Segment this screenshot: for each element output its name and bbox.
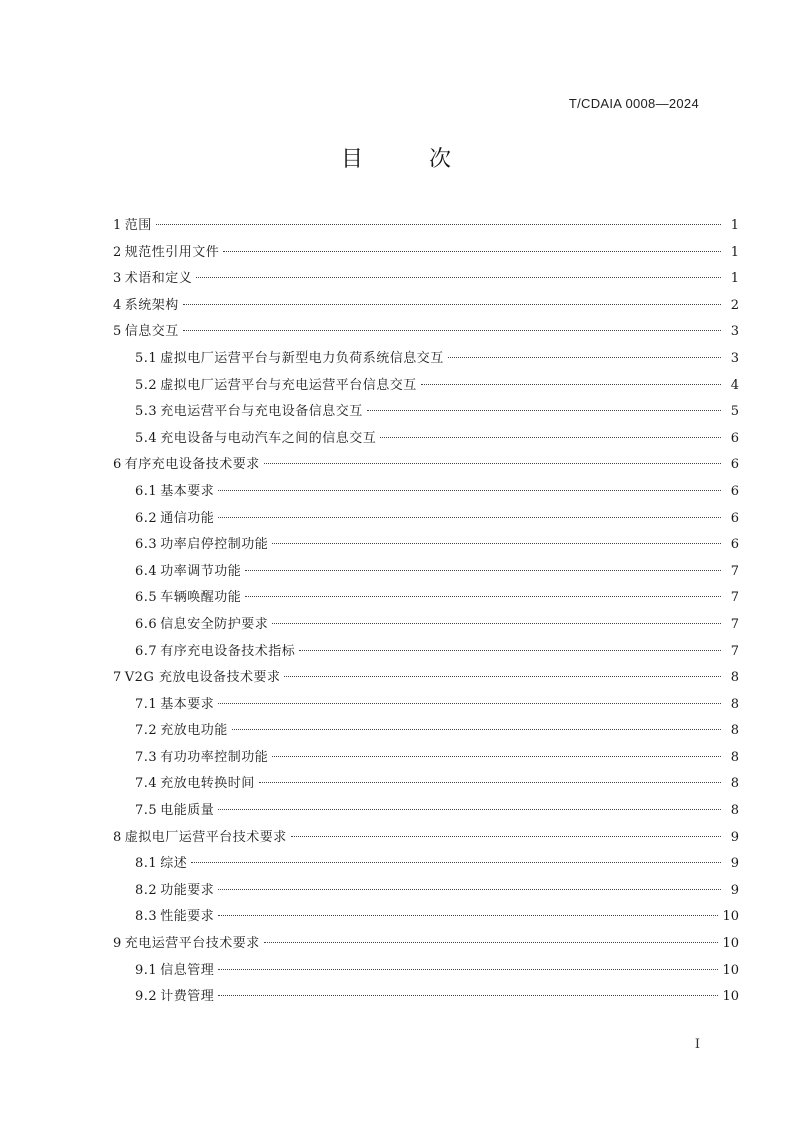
toc-entry-label [113, 825, 287, 852]
toc-entry[interactable] [113, 692, 739, 719]
toc-section-title: 基本要求 [160, 483, 215, 499]
toc-dot-leader [218, 703, 721, 704]
toc-dot-leader [264, 463, 721, 464]
toc-dot-leader [367, 410, 721, 411]
toc-entry-label [135, 585, 241, 612]
toc-dot-leader [245, 596, 721, 597]
toc-entry[interactable] [113, 293, 739, 320]
toc-entry[interactable] [113, 851, 739, 878]
toc-entry-label [135, 878, 214, 905]
toc-entry-label [113, 293, 179, 320]
toc-entry-label [135, 798, 214, 825]
toc-page-number: 8 [730, 803, 739, 819]
toc-page-number: 7 [730, 643, 739, 659]
toc-dot-leader [183, 304, 721, 305]
toc-entry-label [135, 559, 241, 586]
toc-section-title: 功能要求 [160, 882, 215, 898]
toc-entry[interactable] [113, 426, 739, 453]
toc-entry[interactable] [113, 373, 739, 400]
toc-dot-leader [284, 676, 721, 677]
toc-entry-label [135, 718, 228, 745]
toc-dot-leader [191, 862, 721, 863]
table-of-contents [113, 213, 739, 1011]
toc-entry[interactable] [113, 718, 739, 745]
toc-page-number: 8 [730, 670, 739, 686]
toc-dot-leader [421, 384, 721, 385]
toc-section-title: 虚拟电厂运营平台与新型电力负荷系统信息交互 [160, 350, 444, 366]
toc-section-number: 5.1 [135, 350, 158, 366]
toc-page-number: 8 [730, 723, 739, 739]
toc-section-number: 6 [113, 457, 122, 473]
toc-page-number: 6 [730, 457, 739, 473]
toc-section-number: 7.2 [135, 723, 158, 739]
toc-section-title: 充电运营平台技术要求 [124, 936, 260, 952]
toc-section-number: 3 [113, 271, 122, 287]
toc-page-number: 1 [730, 271, 739, 287]
toc-section-title: 充电设备与电动汽车之间的信息交互 [160, 430, 377, 446]
toc-entry[interactable] [113, 585, 739, 612]
toc-page-number: 1 [730, 218, 739, 233]
toc-entry-label [135, 506, 214, 533]
toc-entry[interactable] [113, 452, 739, 479]
toc-entry-label [135, 639, 295, 666]
toc-entry-label [135, 426, 376, 453]
toc-entry-label [135, 904, 214, 931]
toc-page-number: 7 [730, 616, 739, 632]
page-number: I [694, 1037, 700, 1052]
toc-entry[interactable] [113, 479, 739, 506]
toc-entry[interactable] [113, 665, 739, 692]
toc-entry[interactable] [113, 771, 739, 798]
toc-section-title: 通信功能 [160, 510, 215, 526]
toc-page-number: 8 [730, 696, 739, 712]
toc-dot-leader [223, 251, 721, 252]
toc-dot-leader [264, 942, 719, 943]
toc-section-title: 功率启停控制功能 [160, 537, 269, 553]
toc-section-title: 虚拟电厂运营平台与充电运营平台信息交互 [160, 377, 417, 393]
toc-page-number: 3 [730, 324, 739, 340]
toc-dot-leader [218, 809, 721, 810]
toc-dot-leader [272, 623, 721, 624]
toc-page-number: 8 [730, 776, 739, 792]
toc-section-title: 充放电转换时间 [160, 776, 255, 792]
toc-dot-leader [218, 995, 718, 996]
toc-entry[interactable] [113, 639, 739, 666]
toc-dot-leader [218, 915, 718, 916]
toc-section-number: 7.3 [135, 749, 158, 765]
toc-entry[interactable] [113, 825, 739, 852]
toc-section-title: 功率调节功能 [160, 563, 242, 579]
toc-page-number: 3 [730, 350, 739, 366]
toc-entry-label [113, 213, 152, 240]
toc-section-number: 8.3 [135, 909, 158, 925]
toc-dot-leader [245, 570, 721, 571]
document-code: T/CDAIA 0008—2024 [568, 96, 699, 111]
toc-entry-label [113, 452, 260, 479]
toc-dot-leader [196, 277, 721, 278]
toc-section-number: 5.3 [135, 404, 158, 420]
toc-entry[interactable] [113, 319, 739, 346]
toc-entry[interactable] [113, 958, 739, 985]
toc-section-title: 规范性引用文件 [124, 244, 220, 260]
toc-section-number: 9 [113, 936, 122, 952]
toc-section-number: 7.4 [135, 776, 158, 792]
toc-entry-label [135, 479, 214, 506]
toc-section-number: 9.1 [135, 962, 158, 978]
toc-entry-label [113, 665, 280, 692]
toc-entry[interactable] [113, 559, 739, 586]
toc-entry[interactable] [113, 904, 739, 931]
toc-entry[interactable] [113, 878, 739, 905]
toc-section-number: 9.2 [135, 989, 158, 1005]
toc-section-title: 计费管理 [160, 989, 215, 1005]
toc-dot-leader [218, 490, 721, 491]
toc-entry[interactable] [113, 745, 739, 772]
toc-page-number: 8 [730, 749, 739, 765]
toc-entry[interactable] [113, 266, 739, 293]
toc-section-title: 性能要求 [160, 909, 215, 925]
toc-section-number: 5.4 [135, 430, 158, 446]
toc-section-number: 7 [113, 670, 122, 686]
toc-page-number: 6 [730, 483, 739, 499]
toc-section-title: 信息管理 [160, 962, 215, 978]
toc-section-number: 6.3 [135, 537, 158, 553]
toc-section-title: 术语和定义 [124, 271, 193, 287]
toc-section-number: 6.1 [135, 483, 158, 499]
toc-dot-leader [218, 889, 721, 890]
toc-dot-leader [291, 836, 721, 837]
toc-entry[interactable] [113, 240, 739, 267]
page-title: 目 次 [340, 147, 473, 172]
toc-section-title: 信息安全防护要求 [160, 616, 269, 632]
toc-page-number: 2 [730, 297, 739, 313]
toc-dot-leader [156, 224, 721, 225]
toc-section-number: 6.2 [135, 510, 158, 526]
toc-section-number: 8.1 [135, 856, 158, 872]
toc-entry[interactable] [113, 399, 739, 426]
toc-entry-label [135, 612, 268, 639]
toc-entry-label [135, 373, 417, 400]
toc-section-title: 信息交互 [124, 324, 179, 340]
toc-page-number: 4 [730, 377, 739, 393]
toc-page-number: 7 [730, 590, 739, 606]
toc-page-number: 9 [730, 882, 739, 898]
toc-dot-leader [232, 729, 721, 730]
toc-section-number: 8.2 [135, 882, 158, 898]
toc-entry-label [135, 399, 363, 426]
toc-section-title: 车辆唤醒功能 [160, 590, 242, 606]
toc-page-number: 10 [722, 909, 739, 925]
toc-section-title: 充电运营平台与充电设备信息交互 [160, 404, 363, 420]
toc-entry[interactable] [113, 984, 739, 1011]
toc-dot-leader [272, 756, 721, 757]
toc-entry-label [113, 240, 219, 267]
toc-section-number: 6.6 [135, 616, 158, 632]
toc-page-number: 6 [730, 537, 739, 553]
toc-dot-leader [380, 437, 721, 438]
toc-section-title: 范围 [124, 218, 152, 233]
toc-dot-leader [183, 330, 721, 331]
toc-section-number: 2 [113, 244, 122, 260]
toc-section-number: 8 [113, 829, 122, 845]
toc-section-number: 1 [113, 218, 122, 233]
toc-entry-label [113, 266, 192, 293]
toc-page-number: 9 [730, 829, 739, 845]
toc-entry[interactable] [113, 798, 739, 825]
toc-section-title: 有功功率控制功能 [160, 749, 269, 765]
toc-entry[interactable] [113, 532, 739, 559]
toc-section-title: 基本要求 [160, 696, 215, 712]
toc-section-title: 充放电功能 [160, 723, 228, 739]
toc-entry[interactable] [113, 213, 739, 240]
toc-section-title: 综述 [160, 856, 188, 872]
toc-page-number: 6 [730, 510, 739, 526]
toc-section-title: 电能质量 [160, 803, 215, 819]
toc-section-number: 4 [113, 297, 122, 313]
toc-dot-leader [218, 517, 721, 518]
toc-section-title: V2G 充放电设备技术要求 [124, 670, 281, 686]
toc-entry[interactable] [113, 931, 739, 958]
toc-section-number: 7.1 [135, 696, 158, 712]
toc-page-number: 7 [730, 563, 739, 579]
toc-section-number: 6.5 [135, 590, 158, 606]
toc-entry-label [113, 931, 260, 958]
toc-page-number: 5 [730, 404, 739, 420]
toc-entry-label [135, 532, 268, 559]
toc-entry[interactable] [113, 346, 739, 373]
toc-dot-leader [218, 969, 718, 970]
toc-entry-label [135, 692, 214, 719]
toc-section-number: 6.4 [135, 563, 158, 579]
toc-entry[interactable] [113, 506, 739, 533]
toc-page-number: 10 [722, 936, 739, 952]
toc-section-title: 虚拟电厂运营平台技术要求 [124, 829, 287, 845]
toc-section-number: 5 [113, 324, 122, 340]
toc-section-title: 系统架构 [124, 297, 179, 313]
toc-entry-label [135, 745, 268, 772]
toc-entry-label [135, 851, 187, 878]
toc-section-number: 5.2 [135, 377, 158, 393]
toc-page-number: 9 [730, 856, 739, 872]
toc-page-number: 6 [730, 430, 739, 446]
toc-entry-label [135, 771, 255, 798]
toc-entry[interactable] [113, 612, 739, 639]
toc-section-title: 有序充电设备技术指标 [160, 643, 296, 659]
toc-page-number: 10 [722, 989, 739, 1005]
toc-section-title: 有序充电设备技术要求 [124, 457, 260, 473]
toc-page-number: 10 [722, 962, 739, 978]
toc-section-number: 7.5 [135, 803, 158, 819]
toc-dot-leader [299, 650, 721, 651]
toc-entry-label [135, 346, 444, 373]
toc-entry-label [135, 984, 214, 1011]
toc-entry-label [113, 319, 179, 346]
toc-dot-leader [259, 782, 721, 783]
toc-dot-leader [272, 543, 721, 544]
toc-entry-label [135, 958, 214, 985]
toc-dot-leader [448, 357, 721, 358]
toc-page-number: 1 [730, 244, 739, 260]
toc-section-number: 6.7 [135, 643, 158, 659]
